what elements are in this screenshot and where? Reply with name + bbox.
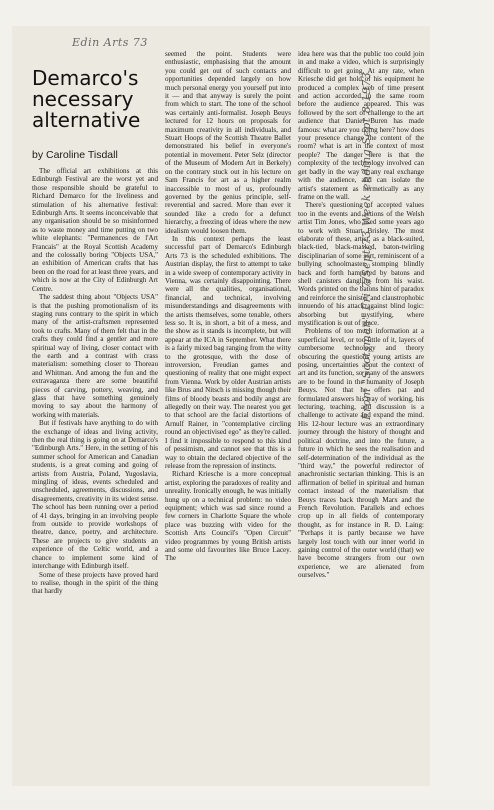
article-column-2 [165, 50, 291, 810]
headline: Demarco's necessary alternative [32, 66, 141, 132]
paragraph: The saddest thing about "Objects USA" is that the pushing promotionalism of its staging runs contrary to the spirit in which many of the artist-craftsmen represented took to crafts. Many of them felt that in the crafts they could find a gentler and more spiritual way of living, closer contact with the earth and a contrast with crass materialism: something closer to Thoreau and Whitman. And among the fun and the extravaganza there are some beautiful pieces of carving, pottery, weaving, and glass that have something genuinely moving to say about the harmony of working with materials. [32, 293, 158, 419]
paragraph: seemed the point. Students were enthusiastic, emphasising that the amount you could get out of such contacts and opportunities depended largely on how much personal energy you yourself put into it — and that anyway is surely the point from which to start. The tone of the school was certainly anti-formalist. Joseph Beuys lectured for 12 hours on proposals for maximum creativity in all individuals, and Stuart Hoops of the Scottish Theatre Ballet demonstrated his belief in everyone's potential in movement. Peter Selz (director of the Museum of Modern Art in Berkely) on the contrary stuck out in his lecture on Sam Francis for art as a higher realm inaccessible to most of us, profoundly governed by the genius principle, self-reverential and sacred. More than ever it sounded like a credo for a defunct hierarchy, a freezing of ideas where the new idealism would loosen them. [165, 50, 291, 235]
paragraph: In this context perhaps the least successful part of Demarco's Edinburgh Arts 73 is the scheduled exhibitions. The Austrian display, the first to attempt to take in a wide sweep of contemporary activity in Vienna, was certainly disappointing. There were all the qualities, organisational, financial, and technical, involving misunderstandings and disagreements with the artists themselves, some tenable, others less so. It is, in short, a bit of a mess, and the show as it stands is incomplete, but will appear at the ICA in September. What there is a fairly mixed bag ranging from the witty to the grotesque, with the dose of introversion, Freudian games and questioning of reality that one might expect from Vienna. Work by older Austrian artists like Brus and Nitsch is missing though their films of bloody beasts and bodily angst are allegedly on their way. The nearest you get to that school are the facial distortions of Arnulf Rainer, in "contemplative circling round an objectivised ego" as they're called. I find it impossible to respond to this kind of pessimism, and cannot see that this is a way to obtain the declared objective of the release from the repression of instincts. [165, 234, 291, 470]
handwritten-annotation-side: From "Scotsman" Fri 7/Sept/73 Week ending Sept 8 1973 [360, 71, 373, 420]
paragraph: But if festivals have anything to do with the exchange of ideas and living activity, then the real thing is going on at Demarco's "Edinburgh Arts." Here, in the setting of his summer school for American and Canadian students, is a great coming and going of artists from Austria, Poland, Yugoslavia, mingling of ideas, events scheduled and unscheduled, agreements, discussions, and disagreements, creativity in its widest sense. The school has been running over a period of 41 days, bringing in an involving people from outside to provide workshops of theatre, dance, poetry, and architecture. These are projects to give students an experience of the Celtic world, and a chance to implement some kind of interchange with Edinburgh itself. [32, 419, 158, 571]
paragraph: Some of these projects have proved hard to realise, though in the spirit of the thing that hardly [32, 570, 158, 596]
paragraph: The official art exhibitions at this Edinburgh Festival are the worst yet and those responsible should be grateful to Richard Demarco for the liveliness and stimulation of his alternative festival: Edinburgh Arts. It seems inconceivable that any organisation should be so misinformed as to waste money and time putting on two white elephants: "Permanences de l'Art Francais" at the Royal Scottish Academy and the colossally boring "Objects USA," an exhibition of American crafts that has been on the road for at least three years, and which is now at the City of Edinburgh Art Centre. [32, 167, 158, 293]
byline: by Caroline Tisdall [32, 149, 118, 161]
article-column-1 [32, 167, 158, 807]
paragraph: Problems of too much information at a superficial level, or too little of it, layers of cumbersome technology and theory obscuring the questions young artists are posing, uncertainties about the context of art and its function, so many of the answers are to be found in the humanity of Joseph Beuys. Not that he offers pat and formulated answers his way of working, his lecturing, teaching, and discussion is a challenge to activate and expand the mind. His 12-hour lecture was an extraordinary journey through the history of thought and political doctrine, and into the future, a future in which he sees the realisation and self-determination of the individual as the "third way," the powerful redirector of anachronistic sectarian thinking. This is an affirmation of belief in spiritual and human contact instead of the materialism that Beuys traces back through Marx and the French Revolution. Parallels and echoes crop up in all fields of contemporary thought, as for instance in R. D. Laing: "Perhaps it is partly because we have largely lost touch with our inner world in gaining control of the outer world (that) we have become strangers from our own experience, we are alienated from ourselves." [298, 327, 424, 580]
paragraph: idea here was that the public too could join in and make a video, which is surprisingly difficult to get going. At any rate, when Kriesche did get hold of his equipment he produced a complex web of time present and action accorded in the same room before the audience appeared. This was followed by the sort of challenge to the art audience that Daniel Buren has made famous: what are you doing here? how does your presence change the content of the room? what is art in the context of most people? The danger here is that the complexity of the technology involved can get badly in the way of any real exchange with the audience, and can isolate the artist's statement as hermetically as any frame on the wall. [298, 50, 424, 201]
paragraph: Richard Kriesche is a more conceptual artist, exploring the paradoxes of reality and unreality. Ironically enough, he was initially hung up on a technical problem: no video equipment; which was sad since round a few corners in Charlotte Square the whole place was buzzing with video for the Scottish Arts Council's "Open Circuit" video programmes by young British artists and some old favourites like Bruce Lacey. The [165, 470, 291, 563]
handwritten-annotation-top: Edin Arts 73 [72, 36, 148, 49]
paragraph: There's questioning of accepted values too in the events and actions of the Welsh artist Tim Jones, who used some years ago to work with Stuart Brisley. The most elaborate of these, artist, as a black-suited, black-tied, black-masked, baton-twirling disciplinarian of some sort, reminiscent of a bullying schoolmaster, stomping blindly back and forth hampered by batons and shell canisters dangling from his waist. Words printed on the batons hint of paradox and reinforce the sinister and claustrophobic innuendo of his attack against blind logic: absorbing but mystifying, where mystification is out of place. [298, 201, 424, 327]
